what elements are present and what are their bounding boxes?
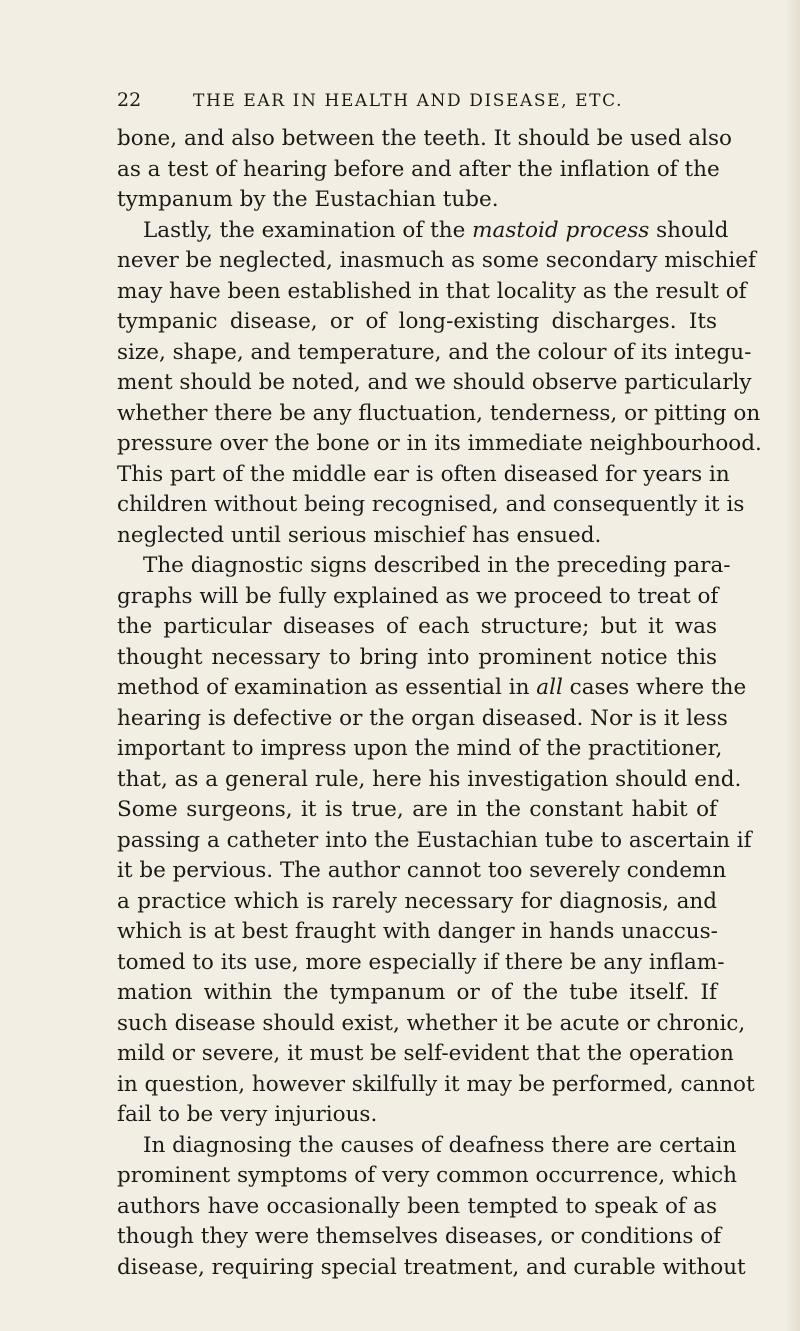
text-run: a practice which is rarely necessary for diagnosis, and [117,888,717,914]
text-run: which is at best fraught with danger in hands unaccus- [117,919,718,944]
text-run: size, shape, and temperature, and the colour of its integu- [117,339,752,365]
text-run: neglected until serious mischief has ensued. [117,522,602,548]
text-run: mild or severe, it must be self-evident that the operation [117,1041,734,1066]
text-run: in question, however skilfully it may be performed, cannot [117,1071,755,1097]
text-line [117,399,761,430]
text-run: tomed to its use, more especially if there be any inflam- [117,949,725,975]
text-line [117,1100,717,1131]
text-line [117,1253,746,1284]
text-run: ment should be noted, and we should observe particularly [117,370,752,395]
text-line [117,643,717,674]
text-line [117,216,729,247]
page-edge-shadow [786,0,800,1331]
text-run: though they were themselves diseases, or conditions of [117,1224,722,1249]
running-head-title: THE EAR IN HEALTH AND DISEASE, ETC. [193,91,624,111]
text-line [117,551,731,582]
text-line [117,521,717,552]
text-run: tympanic disease, or of long-existing discharges. Its [117,309,717,334]
text-run: never be neglected, inasmuch as some secondary mischief [117,248,756,273]
text-line [117,795,717,826]
text-line [117,765,742,796]
text-run: authors have occasionally been tempted to speak of as [117,1193,717,1219]
text-run: should [649,217,729,243]
text-line [117,1192,717,1223]
page-number: 22 [117,89,142,111]
body-text [117,124,762,1283]
text-line [117,490,745,521]
text-run: hearing is defective or the organ diseased. Nor is it less [117,705,728,731]
text-run: the particular diseases of each structure; but it was [117,614,717,639]
text-line [117,460,730,491]
text-run: tympanum by the Eustachian tube. [117,187,499,212]
text-line [117,734,723,765]
italic-text-run: all [536,675,563,700]
text-run: important to impress upon the mind of the practitioner, [117,736,723,761]
text-run: method of examination as essential in [117,675,537,700]
text-run: cases where the [562,675,747,700]
text-run: The diagnostic signs described in the preceding para- [143,553,731,578]
text-line [117,155,720,186]
italic-text-run: mastoid process [472,217,650,243]
text-run: children without being recognised, and consequently it is [117,492,745,517]
text-line [117,124,732,155]
text-line [117,1222,722,1253]
text-line [117,1009,746,1040]
text-line [117,1161,738,1192]
text-line [117,856,727,887]
text-run: mation within the tympanum or of the tube itself. If [117,980,717,1005]
text-line [117,704,728,735]
text-run: whether there be any fluctuation, tenderness, or pitting on [117,400,761,426]
text-run: it be pervious. The author cannot too severely condemn [117,858,727,883]
text-run: graphs will be fully explained as we proceed to treat of [117,583,719,609]
text-run: may have been established in that locality as the result of [117,278,747,304]
text-run: such disease should exist, whether it be acute or chronic, [117,1010,746,1036]
text-line [117,1039,734,1070]
text-line [117,429,762,460]
text-line [117,277,747,308]
text-line [117,948,725,979]
text-line [117,582,717,613]
text-line [117,307,717,338]
text-line [117,246,756,277]
text-line [117,612,717,643]
text-line [117,887,717,918]
text-run: fail to be very injurious. [117,1102,378,1127]
text-run: prominent symptoms of very common occurrence, which [117,1163,738,1188]
text-run: In diagnosing the causes of deafness there are certain [143,1132,737,1158]
text-run: bone, and also between the teeth. It should be used also [117,126,732,151]
running-head [117,86,717,114]
text-line [117,1070,755,1101]
text-line [117,917,717,948]
text-run: as a test of hearing before and after the inflation of the [117,156,720,182]
text-line [117,1131,737,1162]
text-run: thought necessary to bring into prominent notice this [117,644,717,670]
text-run: pressure over the bone or in its immediate neighbourhood. [117,431,762,456]
text-line [117,338,752,369]
text-run: that, as a general rule, here his investigation should end. [117,766,742,792]
text-run: This part of the middle ear is often diseased for years in [117,461,730,487]
text-line [117,185,717,216]
text-line [117,673,747,704]
text-run: passing a catheter into the Eustachian tube to ascertain if [117,827,752,853]
text-line [117,826,752,857]
text-line [117,978,717,1009]
text-run: disease, requiring special treatment, and curable without [117,1254,746,1280]
text-run: Some surgeons, it is true, are in the constant habit of [117,797,717,822]
text-run: Lastly, the examination of the [143,217,473,243]
text-line [117,368,752,399]
